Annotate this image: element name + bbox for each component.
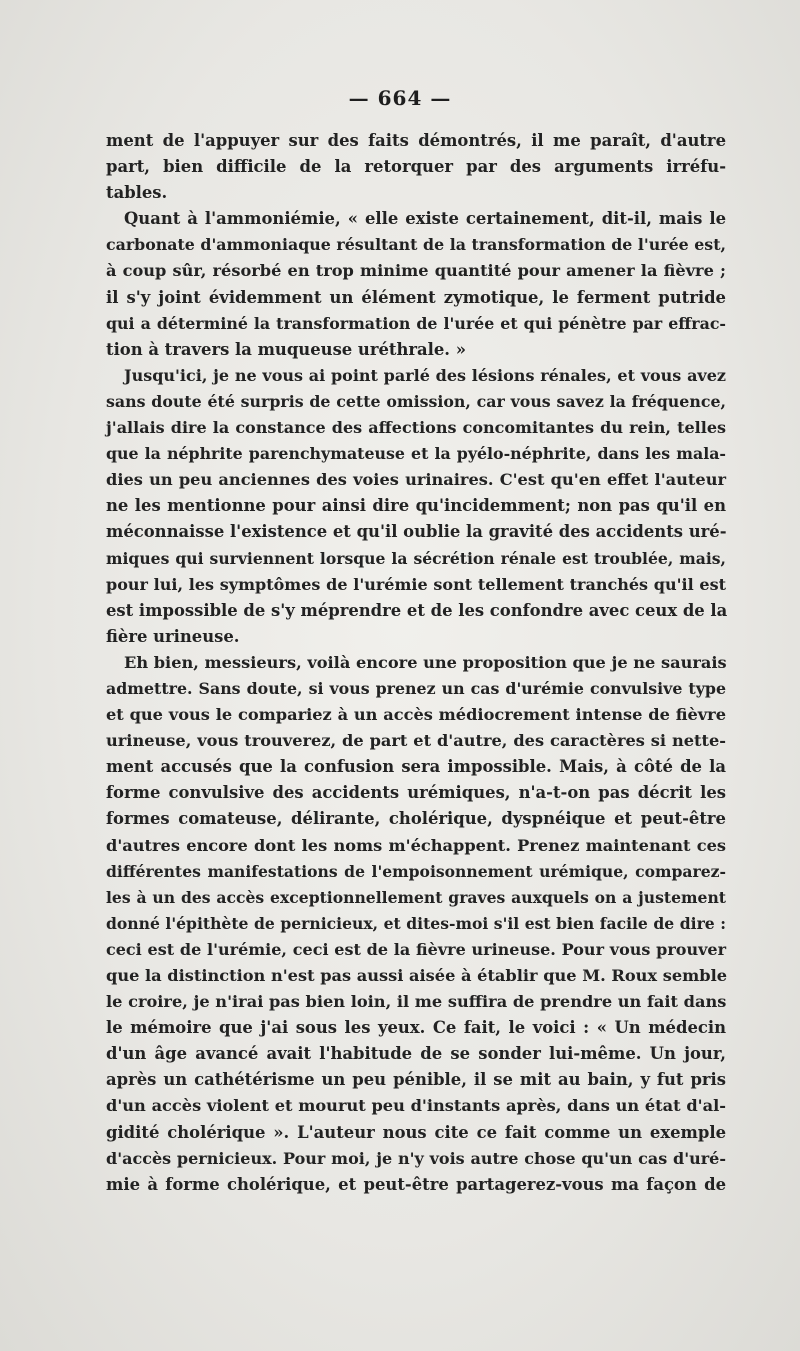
text-line: que la distinction n'est pas aussi aisée à établir que M. Roux semble (106, 966, 728, 985)
text-line: j'allais dire la constance des affections concomitantes du rein, telles (106, 418, 726, 438)
text-line: tion à travers la muqueuse uréthrale. » (106, 339, 466, 359)
text-line: d'autres encore dont les noms m'échappent. Prenez maintenant ces (106, 835, 726, 855)
text-line: Jusqu'ici, je ne vous ai point parlé des lésions rénales, et vous avez (124, 365, 726, 385)
text-line: qui a déterminé la transformation de l'urée et qui pénètre par effrac- (106, 313, 726, 333)
text-line: d'accès pernicieux. Pour moi, je n'y vois autre chose qu'un cas d'uré- (106, 1148, 726, 1168)
text-line: Eh bien, messieurs, voilà encore une proposition que je ne saurais (124, 652, 727, 672)
page-number: — 664 — (348, 86, 452, 110)
text-line: mie à forme cholérique, et peut-être partagerez-vous ma façon de (106, 1174, 726, 1194)
text-line: forme convulsive des accidents urémiques, n'a-t-on pas décrit les (106, 783, 726, 803)
text-line: méconnaisse l'existence et qu'il oublie la gravité des accidents uré- (106, 522, 727, 542)
text-line: urineuse, vous trouverez, de part et d'autre, des caractères si nette- (106, 731, 726, 751)
text-line: Quant à l'ammoniémie, « elle existe certainement, dit-il, mais le (124, 209, 726, 229)
text-line: admettre. Sans doute, si vous prenez un cas d'urémie convulsive type (106, 678, 726, 698)
text-line: ceci est de l'urémie, ceci est de la fièvre urineuse. Pour vous prouver (106, 939, 726, 959)
body-text (106, 128, 726, 1198)
text-line: sans doute été surpris de cette omission, car vous savez la fréquence, (106, 391, 726, 411)
text-line: carbonate d'ammoniaque résultant de la transformation de l'urée est, (106, 235, 726, 255)
text-line: et que vous le compariez à un accès médiocrement intense de fièvre (106, 705, 726, 725)
text-line: miques qui surviennent lorsque la sécrétion rénale est troublée, mais, (106, 548, 726, 568)
text-line: gidité cholérique ». L'auteur nous cite ce fait comme un exemple (106, 1122, 726, 1142)
text-line: ment de l'appuyer sur des faits démontrés, il me paraît, d'autre (106, 131, 726, 150)
text-line: après un cathétérisme un peu pénible, il se mit au bain, y fut pris (106, 1070, 726, 1090)
text-line: le mémoire que j'ai sous les yeux. Ce fait, le voici : « Un médecin (106, 1018, 726, 1038)
text-line: dies un peu anciennes des voies urinaires. C'est qu'en effet l'auteur (106, 470, 726, 490)
text-line: ment accusés que la confusion sera impossible. Mais, à côté de la (106, 757, 726, 777)
text-line: d'un âge avancé avait l'habitude de se sonder lui-même. Un jour, (106, 1044, 726, 1064)
text-line: pour lui, les symptômes de l'urémie sont tellement tranchés qu'il est (106, 574, 726, 594)
text-line: d'un accès violent et mourut peu d'instants après, dans un état d'al- (106, 1096, 726, 1116)
text-line: que la néphrite parenchymateuse et la pyélo-néphrite, dans les mala- (106, 444, 726, 464)
text-line: donné l'épithète de pernicieux, et dites-moi s'il est bien facile de dire : (106, 913, 726, 933)
text-line: est impossible de s'y méprendre et de les confondre avec ceux de la (106, 600, 728, 620)
text-line: il s'y joint évidemment un élément zymotique, le ferment putride (106, 287, 726, 307)
text-line: formes comateuse, délirante, cholérique, dyspnéique et peut-être (106, 809, 726, 829)
text-line: fière urineuse. (106, 626, 240, 646)
text-line: ne les mentionne pour ainsi dire qu'incidemment; non pas qu'il en (106, 496, 726, 516)
text-line: tables. (106, 183, 168, 203)
text-line: le croire, je n'irai pas bien loin, il me suffira de prendre un fait dans (106, 992, 727, 1012)
text-line: à coup sûr, résorbé en trop minime quantité pour amener la fièvre ; (106, 261, 726, 281)
text-line: les à un des accès exceptionnellement graves auxquels on a justement (106, 887, 726, 907)
text-line: part, bien difficile de la retorquer par des arguments irréfu- (106, 157, 726, 177)
text-line: différentes manifestations de l'empoisonnement urémique, comparez- (106, 861, 726, 881)
